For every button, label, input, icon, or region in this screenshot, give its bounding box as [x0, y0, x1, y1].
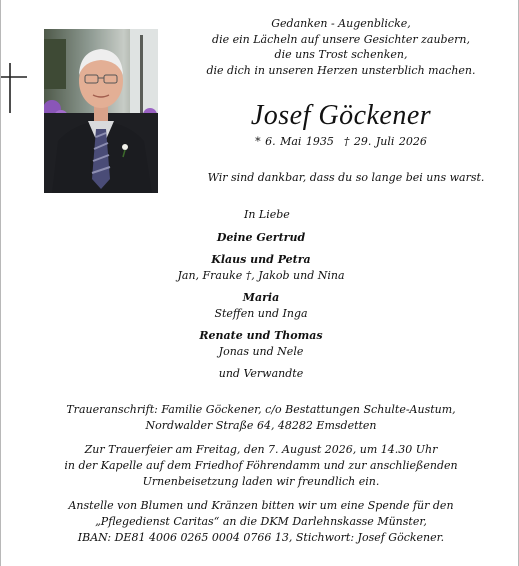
cross-icon: [1, 63, 27, 113]
birth-date: * 6. Mai 1935: [255, 135, 334, 148]
mourner-family: Maria: [242, 291, 280, 304]
funeral-ceremony: [21, 442, 501, 490]
notice-details: [21, 402, 501, 554]
ceremony-line: in der Kapelle auf dem Friedhof Föhrendamm und zur anschließenden: [64, 459, 458, 472]
poem-line: die ein Lächeln auf unsere Gesichter zaubern,: [212, 32, 470, 46]
mourner-family: Renate und Thomas: [199, 329, 323, 342]
mourner-children: Jan, Frauke †, Jakob und Nina: [177, 268, 345, 282]
donation-line: „Pflegedienst Caritas“ an die DKM Darlehnskasse Münster,: [95, 515, 427, 528]
poem-line: Gedanken - Augenblicke,: [271, 17, 411, 30]
family-intro: In Liebe: [244, 208, 290, 221]
mourner-children: Jonas und Nele: [218, 344, 304, 358]
thanks-line: Wir sind dankbar, dass du so lange bei uns warst.: [207, 171, 485, 184]
death-date: † 29. Juli 2026: [343, 135, 427, 148]
address-line: Traueranschrift: Familie Göckener, c/o Bestattungen Schulte-Austum,: [66, 403, 456, 416]
ceremony-line: Zur Trauerfeier am Freitag, den 7. August 2026, um 14.30 Uhr: [84, 443, 438, 456]
mourner-children: Steffen und Inga: [214, 306, 308, 320]
donation-line: Anstelle von Blumen und Kränzen bitten wir um eine Spende für den: [68, 499, 454, 512]
address-line: Nordwalder Straße 64, 48282 Emsdetten: [145, 419, 377, 432]
deceased-name: Josef Göckener: [250, 100, 432, 131]
ceremony-line: Urnenbeisetzung laden wir freundlich ein.: [142, 475, 380, 488]
mourning-address: [21, 402, 501, 434]
donation-line: IBAN: DE81 4006 0265 0004 0766 13, Stichwort: Josef Göckener.: [77, 531, 445, 544]
portrait-photo: [44, 29, 158, 193]
mourner-spouse: Deine Gertrud: [216, 230, 306, 244]
donation-request: [21, 498, 501, 546]
mourners-list: [131, 207, 391, 382]
mourner-relatives: und Verwandte: [218, 367, 304, 380]
poem-line: die uns Trost schenken,: [274, 48, 408, 61]
poem: [191, 16, 491, 78]
life-dates: [191, 134, 491, 149]
poem-line: die dich in unseren Herzen unsterblich machen.: [206, 63, 476, 77]
mourner-family: Klaus und Petra: [211, 253, 311, 266]
